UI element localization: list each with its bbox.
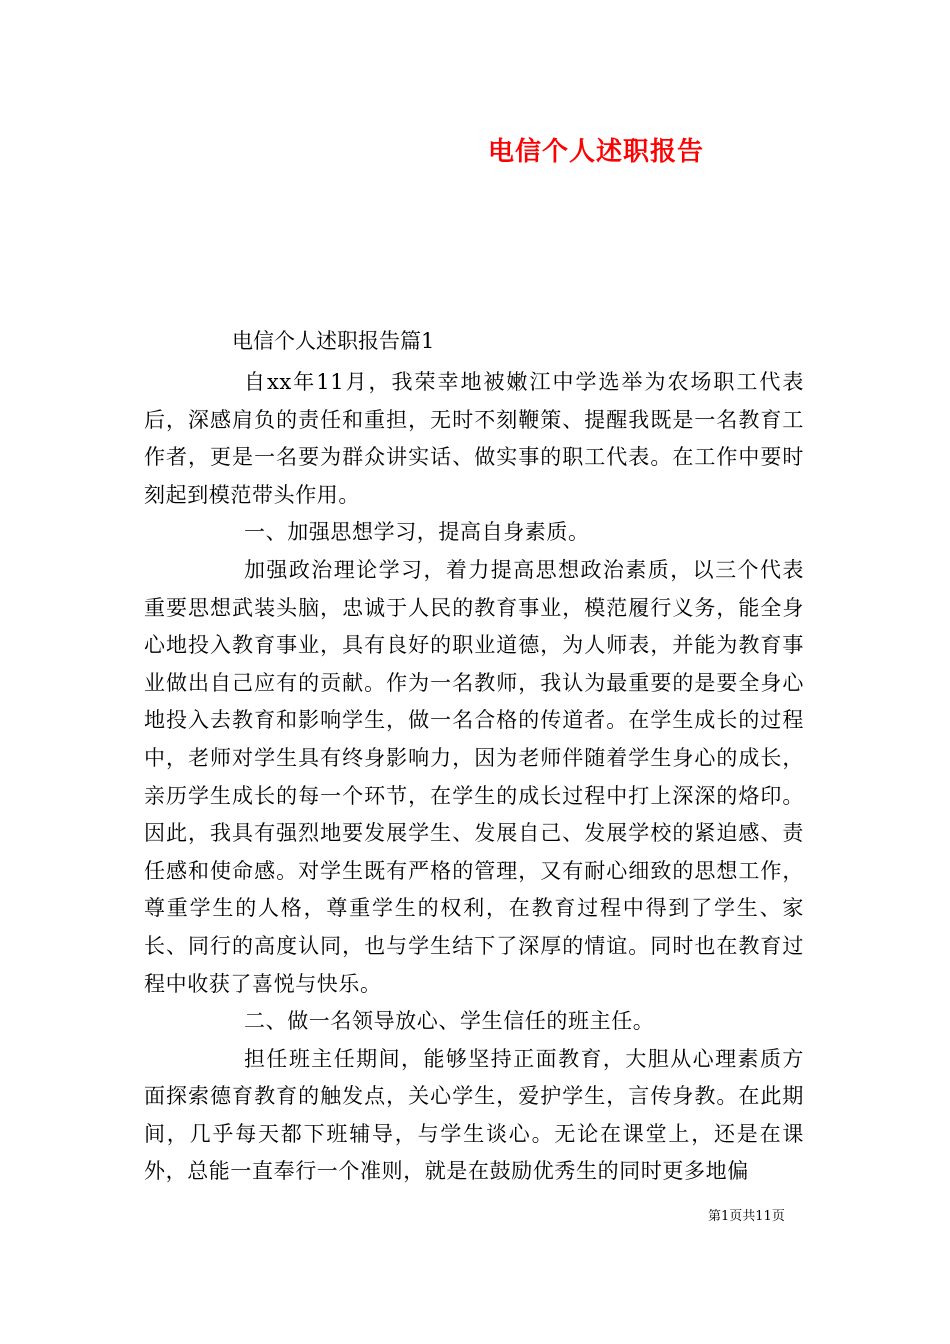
paragraph-intro: 自xx年11月，我荣幸地被嫩江中学选举为农场职工代表后，深感肩负的责任和重担，无时不刻鞭策、提醒我既是一名教育工作者，更是一名要为群众讲实话、做实事的职工代表。在工作中要时刻起到模范带头作用。 (144, 370, 804, 507)
document-title: 电信个人述职报告 (488, 137, 705, 167)
article-heading: 电信个人述职报告篇1 (232, 329, 435, 353)
paragraph-section-2: 担任班主任期间，能够坚持正面教育，大胆从心理素质方面探索德育教育的触发点，关心学生，爱护学生，言传身教。在此期间，几乎每天都下班辅导，与学生谈心。无论在课堂上，还是在课外，总能一直奉行一个准则，就是在鼓励优秀生的同时更多地偏 (144, 1046, 804, 1184)
section-heading-1: 一、加强思想学习，提高自身素质。 (244, 520, 590, 545)
paragraph-section-1: 加强政治理论学习，着力提高思想政治素质，以三个代表重要思想武装头脑，忠诚于人民的教育事业，模范履行义务，能全身心地投入教育事业，具有良好的职业道德，为人师表，并能为教育事业做出自己应有的贡献。作为一名教师，我认为最重要的是要全身心地投入去教育和影响学生，做一名合格的传道者。在学生成长的过程中，老师对学生具有终身影响力，因为老师伴随着学生身心的成长，亲历学生成长的每一个环节，在学生的成长过程中打上深深的烙印。因此，我具有强烈地要发展学生、发展自己、发展学校的紧迫感、责任感和使命感。对学生既有严格的管理，又有耐心细致的思想工作，尊重学生的人格，尊重学生的权利，在教育过程中得到了学生、家长、同行的高度认同，也与学生结下了深厚的情谊。同时也在教育过程中收获了喜悦与快乐。 (144, 557, 804, 996)
section-heading-2: 二、做一名领导放心、学生信任的班主任。 (244, 1009, 655, 1034)
document-body (144, 364, 804, 1191)
page-number: 第1页共11页 (708, 1209, 785, 1224)
